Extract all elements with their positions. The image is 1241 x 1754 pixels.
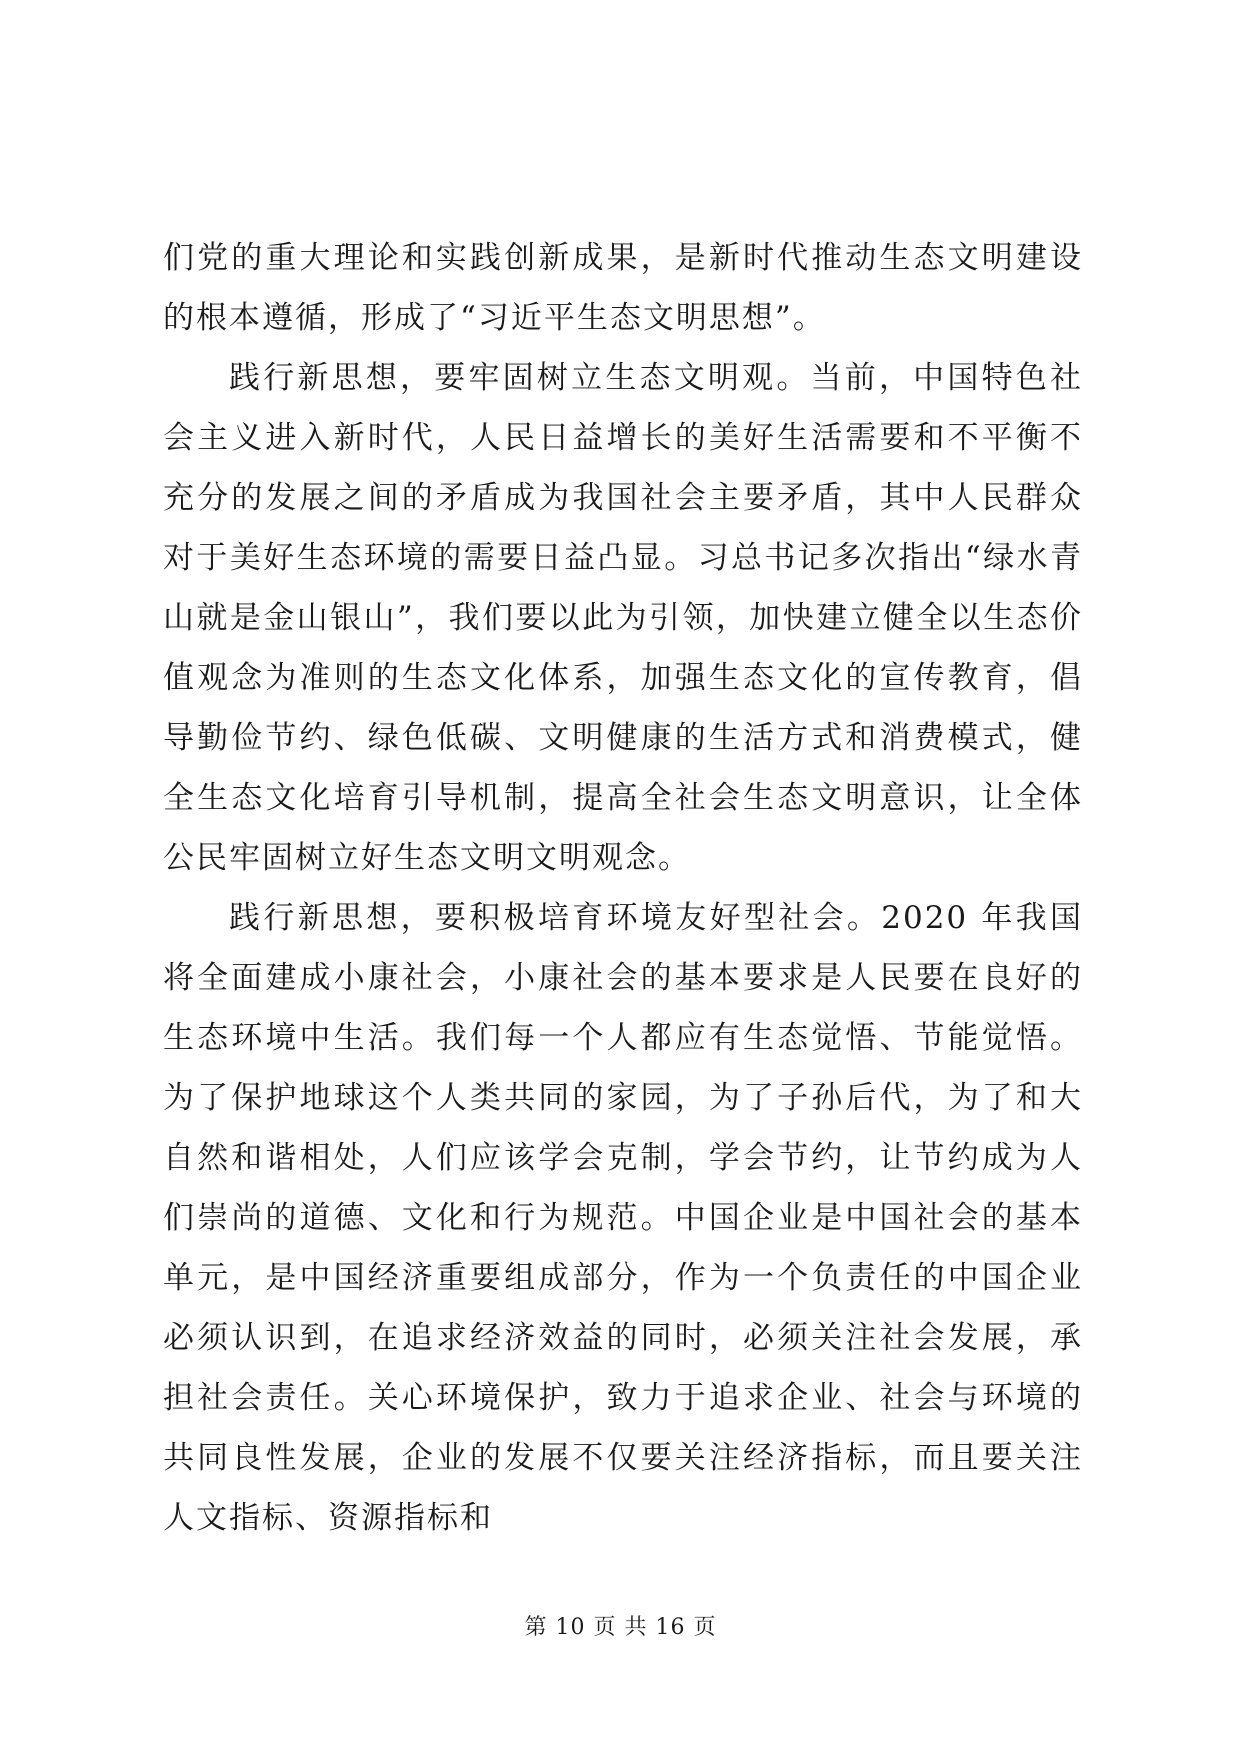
- paragraph-continuation: 们党的重大理论和实践创新成果，是新时代推动生态文明建设的根本遵循，形成了“习近平生态文明思想”。: [163, 240, 1083, 336]
- paragraph-environment-friendly-society: 践行新思想，要积极培育环境友好型社会。2020 年我国将全面建成小康社会，小康社会的基本要求是人民要在良好的生态环境中生活。我们每一个人都应有生态觉悟、节能觉悟。为了保护地球这个人类共同的家园，为了子孙后代，为了和大自然和谐相处，人们应该学会克制，学会节约，让节约成为人们崇尚的道德、文化和行为规范。中国企业是中国社会的基本单元，是中国经济重要组成部分，作为一个负责任的中国企业必须认识到，在追求经济效益的同时，必须关注社会发展，承担社会责任。关心环境保护，致力于追求企业、社会与环境的共同良性发展，企业的发展不仅要关注经济指标，而且要关注人文指标、资源指标和: [163, 900, 1083, 1536]
- document-body: [163, 228, 1083, 1548]
- paragraph-ecological-civilization: 践行新思想，要牢固树立生态文明观。当前，中国特色社会主义进入新时代，人民日益增长的美好生活需要和不平衡不充分的发展之间的矛盾成为我国社会主要矛盾，其中人民群众对于美好生态环境的需要日益凸显。习总书记多次指出“绿水青山就是金山银山”，我们要以此为引领，加快建立健全以生态价值观念为准则的生态文化体系，加强生态文化的宣传教育，倡导勤俭节约、绿色低碳、文明健康的生活方式和消费模式，健全生态文化培育引导机制，提高全社会生态文明意识，让全体公民牢固树立好生态文明文明观念。: [163, 360, 1083, 876]
- page-footer: 第 10 页 共 16 页: [524, 1615, 717, 1640]
